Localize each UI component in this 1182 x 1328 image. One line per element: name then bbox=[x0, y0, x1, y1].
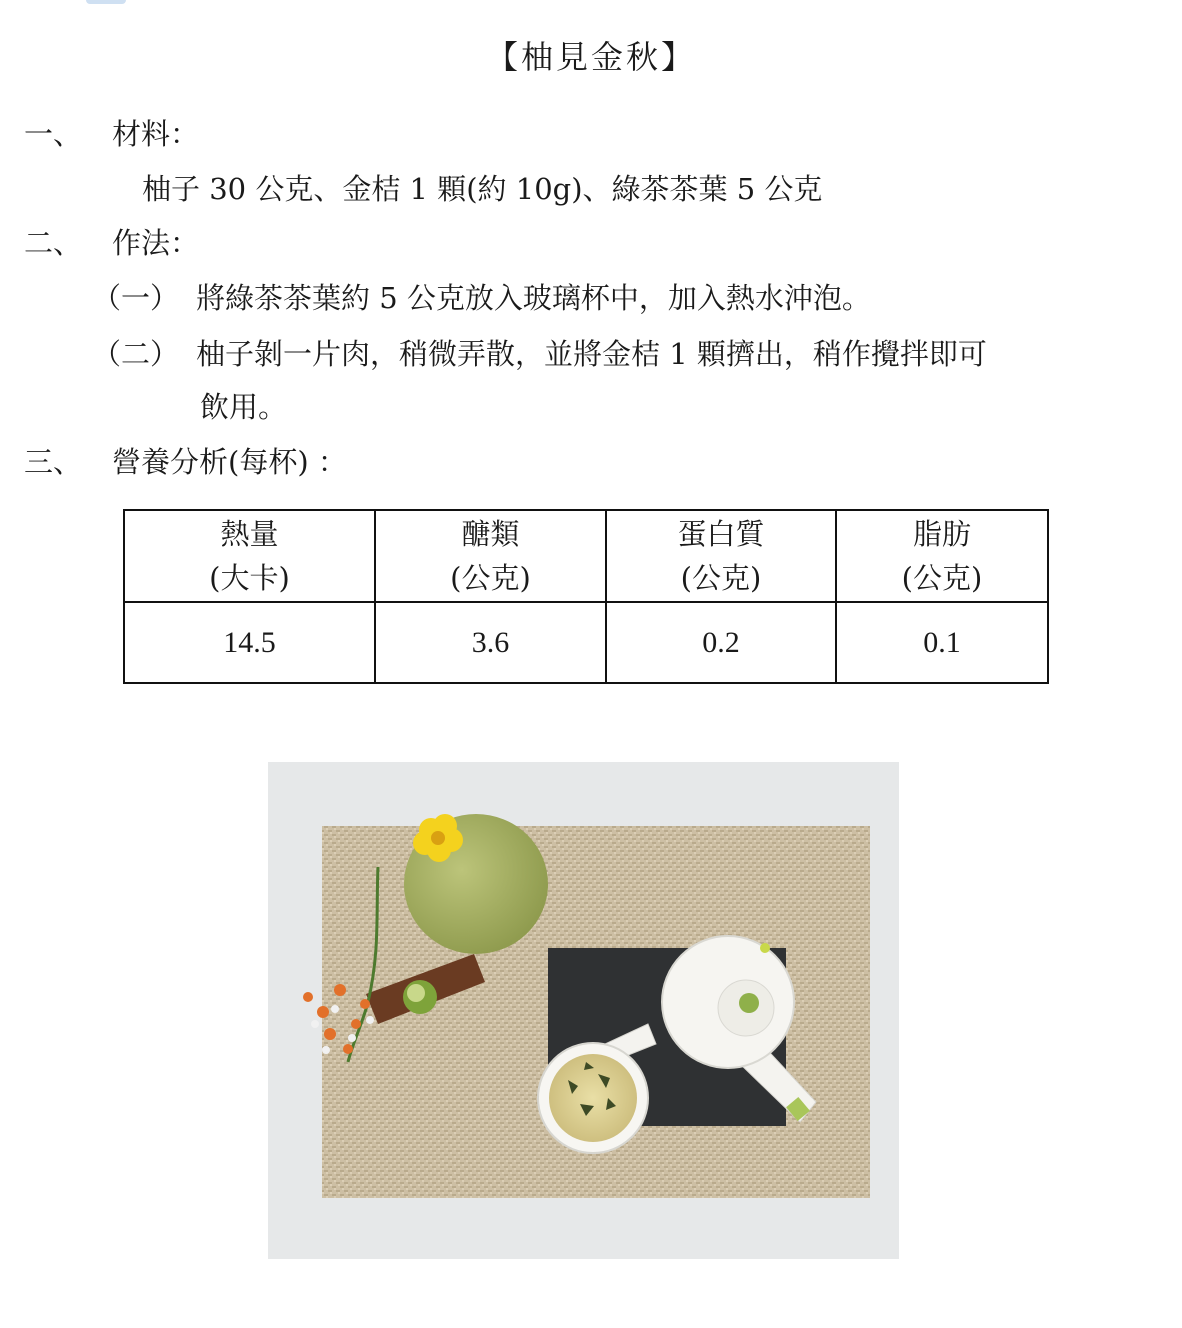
page-title: 【柚見金秋】 bbox=[485, 38, 696, 76]
header-calories bbox=[124, 510, 375, 602]
section-label: 作法： bbox=[112, 226, 200, 260]
recipe-photo bbox=[268, 762, 899, 1259]
header-unit: (公克) bbox=[680, 561, 762, 595]
header-name: 醣類 bbox=[461, 517, 520, 551]
section-method bbox=[24, 221, 199, 262]
nutrition-table bbox=[123, 509, 1049, 684]
materials-content: 柚子 30 公克、金桔 1 顆(約 10g)、綠茶茶葉 5 公克 bbox=[142, 172, 823, 206]
header-unit: (公克) bbox=[450, 561, 531, 595]
method-step-2 bbox=[92, 332, 987, 373]
section-number: 一、 bbox=[24, 117, 83, 151]
section-number: 二、 bbox=[24, 226, 83, 260]
value-protein: 0.2 bbox=[606, 602, 836, 683]
header-protein bbox=[606, 510, 836, 602]
photo-illustration bbox=[268, 762, 899, 1259]
value-fat: 0.1 bbox=[836, 602, 1048, 683]
header-name: 脂肪 bbox=[912, 517, 971, 551]
section-materials bbox=[24, 112, 199, 153]
step-number: （二） bbox=[92, 337, 180, 371]
header-unit: (大卡) bbox=[209, 561, 290, 595]
header-unit: (公克) bbox=[901, 561, 983, 595]
step-text: 柚子剝一片肉，稍微弄散，並將金桔 1 顆擠出，稍作攪拌即可 bbox=[196, 337, 987, 371]
step-number: （一） bbox=[92, 281, 180, 315]
method-step-1 bbox=[92, 276, 871, 317]
step-text: 將綠茶茶葉約 5 公克放入玻璃杯中，加入熱水沖泡。 bbox=[196, 281, 871, 315]
section-nutrition bbox=[24, 440, 347, 481]
section-label: 營養分析(每杯) ： bbox=[112, 445, 347, 479]
header-fat bbox=[836, 510, 1048, 602]
header-carbs bbox=[375, 510, 606, 602]
value-carbs: 3.6 bbox=[375, 602, 606, 683]
header-name: 蛋白質 bbox=[677, 517, 765, 551]
section-number: 三、 bbox=[24, 445, 83, 479]
tea-cup bbox=[538, 1043, 648, 1153]
table-header-row bbox=[124, 510, 1048, 602]
value-calories: 14.5 bbox=[124, 602, 375, 683]
method-step-2-continued: 飲用。 bbox=[200, 390, 288, 424]
table-row bbox=[124, 602, 1048, 683]
corner-mark bbox=[86, 0, 126, 4]
section-label: 材料： bbox=[112, 117, 200, 151]
header-name: 熱量 bbox=[220, 517, 279, 551]
